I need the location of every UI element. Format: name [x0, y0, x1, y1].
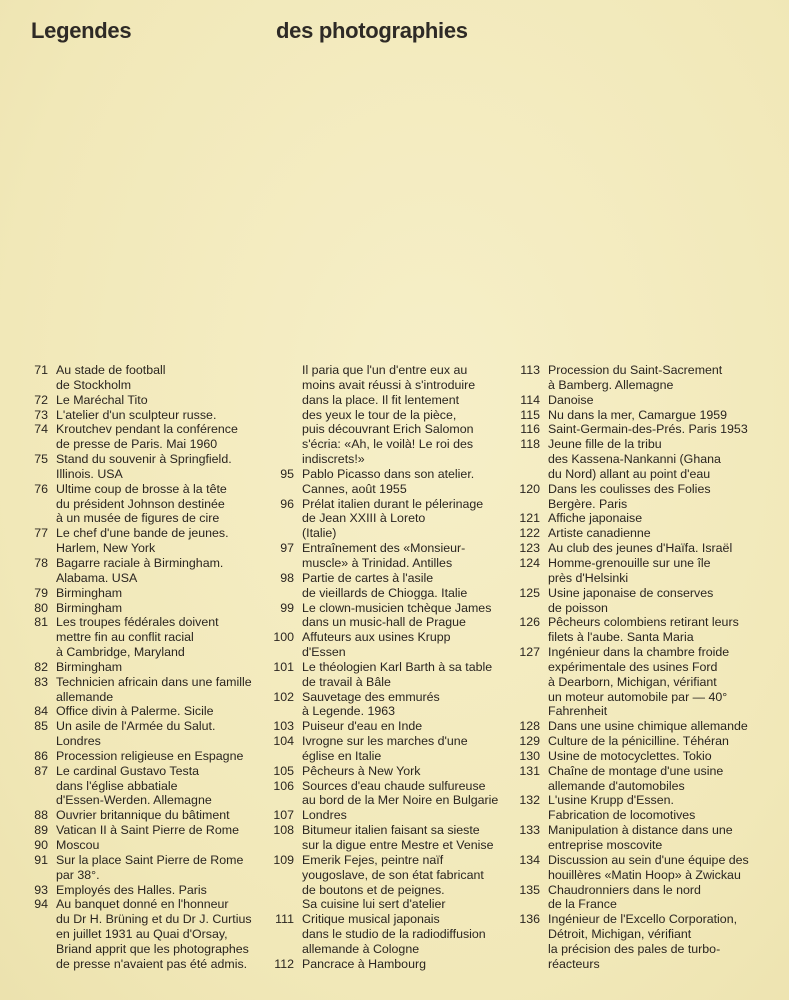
caption-text: Manipulation à distance dans une entreprise moscovite — [548, 823, 733, 852]
caption-entry — [25, 615, 270, 660]
caption-text: Au stade de football de Stockholm — [56, 363, 166, 392]
caption-text: Office divin à Palerme. Sicile — [56, 704, 214, 719]
caption-entry — [511, 482, 781, 512]
caption-number: 82 — [34, 659, 48, 674]
caption-text: L'usine Krupp d'Essen. Fabrication de locomotives — [548, 793, 696, 823]
caption-entry — [511, 883, 781, 913]
caption-number: 116 — [520, 422, 540, 437]
caption-text: Procession du Saint-Sacrement à Bamberg. Allemagne — [548, 363, 723, 392]
caption-number: 109 — [273, 852, 294, 867]
caption-text: Au banquet donné en l'honneur du Dr H. Brüning et du Dr J. Curtius en juillet 1931 au Quai d'Orsay, Briand apprit que les photographes de presse n'avaient pas été admis. — [56, 897, 252, 971]
caption-text: Moscou — [56, 838, 100, 852]
caption-number: 77 — [34, 526, 48, 541]
caption-entry — [25, 660, 270, 675]
caption-text: Pêcheurs colombiens retirant leurs filets à l'aube. Santa Maria — [548, 615, 739, 645]
caption-number: 78 — [34, 555, 48, 570]
caption-number: 136 — [519, 912, 540, 927]
caption-entry — [270, 912, 510, 957]
caption-text: Pêcheurs à New York — [302, 763, 421, 778]
caption-entry — [270, 957, 510, 972]
caption-entry — [511, 734, 781, 749]
caption-entry — [270, 734, 510, 764]
caption-text: Procession religieuse en Espagne — [56, 748, 244, 763]
caption-number: 133 — [519, 823, 540, 838]
caption-text: Critique musical japonais dans le studio de la radiodiffusion allemande à Cologne — [302, 912, 486, 956]
caption-entry — [25, 408, 270, 423]
caption-text: Culture de la pénicilline. Téhéran — [548, 734, 729, 749]
caption-text: Londres — [302, 808, 347, 823]
caption-text: Les troupes fédérales doivent mettre fin au conflit racial à Cambridge, Maryland — [56, 615, 219, 660]
caption-number: 86 — [34, 748, 48, 763]
caption-entry — [511, 408, 781, 423]
caption-text: Homme-grenouille sur une île près d'Helsinki — [548, 555, 711, 585]
caption-text: Saint-Germain-des-Prés. Paris 1953 — [548, 422, 748, 437]
caption-entry — [270, 541, 510, 571]
caption-number: 94 — [34, 897, 48, 912]
caption-text: Ingénieur dans la chambre froide expérimentale des usines Ford à Dearborn, Michigan, vérifiant un moteur automobile par — 40° Fahrenheit — [548, 645, 730, 719]
caption-text: Employés des Halles. Paris — [56, 882, 207, 897]
caption-text: Pancrace à Hambourg — [302, 956, 426, 971]
caption-text: Artiste canadienne — [548, 526, 651, 541]
caption-number: 112 — [274, 956, 294, 971]
caption-text: Usine japonaise de conserves de poisson — [548, 585, 714, 615]
caption-entry — [25, 452, 270, 482]
caption-text: Technicien africain dans une famille allemande — [56, 674, 252, 704]
caption-number: 126 — [519, 615, 540, 630]
caption-entry — [270, 764, 510, 779]
caption-entry — [270, 363, 510, 467]
caption-text: Le clown-musicien tchèque James dans un music-hall de Prague — [302, 600, 492, 630]
caption-number: 97 — [280, 541, 294, 556]
caption-number: 95 — [280, 466, 294, 481]
caption-number: 72 — [34, 392, 48, 407]
caption-entry — [25, 853, 270, 883]
caption-number: 81 — [34, 615, 48, 630]
caption-text: Ingénieur de l'Excello Corporation, Détroit, Michigan, vérifiant la précision des pales de turbo- réacteurs — [548, 912, 738, 971]
caption-number: 129 — [519, 734, 540, 749]
caption-text: Chaîne de montage d'une usine allemande d'automobiles — [548, 763, 724, 793]
caption-text: Danoise — [548, 392, 594, 407]
caption-text: Partie de cartes à l'asile de vieillards de Chiogga. Italie — [302, 570, 468, 600]
caption-text: Nu dans la mer, Camargue 1959 — [548, 407, 728, 422]
caption-entry — [511, 541, 781, 556]
caption-number: 103 — [273, 719, 294, 734]
caption-entry — [25, 838, 270, 853]
caption-entry — [511, 437, 781, 482]
caption-entry — [270, 808, 510, 823]
caption-text: Bitumeur italien faisant sa sieste sur la digue entre Mestre et Venise — [302, 823, 494, 852]
caption-entry — [25, 363, 270, 393]
caption-number: 125 — [519, 585, 540, 600]
caption-text: Entraînement des «Monsieur- muscle» à Trinidad. Antilles — [302, 541, 466, 570]
caption-text: Sur la place Saint Pierre de Rome par 38°. — [56, 852, 244, 882]
caption-entry — [270, 601, 510, 631]
caption-entry — [511, 764, 781, 794]
caption-number: 85 — [34, 719, 48, 734]
caption-text: Birmingham — [56, 585, 123, 600]
caption-entry — [25, 675, 270, 705]
caption-number: 113 — [520, 363, 540, 377]
caption-number: 71 — [34, 363, 48, 377]
caption-entry — [511, 422, 781, 437]
caption-text: Le cardinal Gustavo Testa dans l'église abbatiale d'Essen-Werden. Allemagne — [56, 763, 212, 808]
caption-entry — [511, 556, 781, 586]
caption-entry — [270, 823, 510, 853]
caption-number: 130 — [519, 748, 540, 763]
caption-text: L'atelier d'un sculpteur russe. — [56, 407, 217, 422]
caption-text: Birmingham — [56, 600, 123, 615]
caption-text: Stand du souvenir à Springfield. Illinois. USA — [56, 452, 232, 481]
caption-entry — [25, 719, 270, 749]
caption-number: 83 — [34, 674, 48, 689]
caption-entry — [511, 393, 781, 408]
caption-text: Ivrogne sur les marches d'une église en Italie — [302, 734, 468, 763]
caption-text: Bagarre raciale à Birmingham. Alabama. USA — [56, 555, 224, 585]
caption-number: 75 — [34, 452, 48, 467]
caption-number: 87 — [34, 763, 48, 778]
caption-text: Vatican II à Saint Pierre de Rome — [56, 823, 239, 838]
caption-text: Birmingham — [56, 659, 123, 674]
caption-entry — [25, 422, 270, 452]
caption-entry — [511, 823, 781, 853]
caption-text: Chaudronniers dans le nord de la France — [548, 882, 701, 912]
caption-number: 132 — [519, 793, 540, 808]
caption-number: 93 — [34, 882, 48, 897]
caption-text: Le Maréchal Tito — [56, 392, 148, 407]
caption-number: 135 — [519, 882, 540, 897]
caption-text: Affuteurs aux usines Krupp d'Essen — [302, 630, 451, 660]
caption-text: Le chef d'une bande de jeunes. Harlem, New York — [56, 526, 229, 556]
caption-number: 131 — [519, 763, 540, 778]
caption-entry — [270, 571, 510, 601]
caption-entry — [25, 482, 270, 527]
caption-text: Kroutchev pendant la conférence de presse de Paris. Mai 1960 — [56, 422, 238, 452]
caption-entry — [25, 897, 270, 971]
caption-number: 114 — [520, 392, 540, 407]
caption-text: Jeune fille de la tribu des Kassena-Nankanni (Ghana du Nord) allant au point d'eau — [548, 437, 721, 481]
caption-text: Dans une usine chimique allemande — [548, 719, 748, 734]
caption-number: 89 — [34, 823, 48, 838]
caption-number: 100 — [273, 630, 294, 645]
caption-number: 99 — [280, 600, 294, 615]
caption-text: Ultime coup de brosse à la tête du président Johnson destinée à un musée de figures de cire — [56, 481, 227, 526]
caption-number: 122 — [519, 526, 540, 541]
caption-number: 73 — [34, 407, 48, 422]
caption-entry — [25, 883, 270, 898]
caption-number: 88 — [34, 808, 48, 823]
caption-column-2 — [270, 363, 510, 972]
caption-entry — [511, 853, 781, 883]
caption-number: 84 — [34, 704, 48, 719]
caption-entry — [270, 467, 510, 497]
caption-entry — [25, 764, 270, 809]
caption-entry — [270, 660, 510, 690]
caption-text: Prélat italien durant le pélerinage de Jean XXIII à Loreto (Italie) — [302, 496, 484, 541]
caption-entry — [25, 556, 270, 586]
caption-entry — [511, 615, 781, 645]
caption-entry — [25, 601, 270, 616]
caption-entry — [25, 749, 270, 764]
caption-entry — [25, 808, 270, 823]
caption-number: 120 — [519, 481, 540, 496]
caption-entry — [270, 497, 510, 542]
caption-entry — [511, 511, 781, 526]
caption-entry — [270, 630, 510, 660]
caption-text: Sources d'eau chaude sulfureuse au bord de la Mer Noire en Bulgarie — [302, 778, 499, 808]
caption-entry — [511, 363, 781, 393]
caption-number: 128 — [519, 719, 540, 734]
caption-entry — [511, 912, 781, 971]
caption-entry — [25, 393, 270, 408]
caption-entry — [25, 526, 270, 556]
caption-entry — [25, 823, 270, 838]
caption-number: 105 — [273, 763, 294, 778]
caption-number: 98 — [280, 570, 294, 585]
caption-entry — [25, 704, 270, 719]
caption-text: Sauvetage des emmurés à Legende. 1963 — [302, 689, 440, 719]
caption-number: 96 — [280, 496, 294, 511]
caption-entry — [511, 645, 781, 719]
caption-entry — [511, 793, 781, 823]
caption-text: Au club des jeunes d'Haïfa. Israël — [548, 541, 733, 556]
caption-number: 111 — [275, 912, 294, 927]
caption-entry — [511, 719, 781, 734]
caption-number: 121 — [519, 511, 540, 526]
caption-number: 124 — [519, 555, 540, 570]
caption-text: Usine de motocyclettes. Tokio — [548, 748, 712, 763]
caption-number: 74 — [34, 422, 48, 437]
caption-number: 90 — [34, 838, 48, 852]
caption-entry — [270, 779, 510, 809]
caption-column-3 — [511, 363, 781, 972]
caption-text: Il paria que l'un d'entre eux au moins avait réussi à s'introduire dans la place. Il fit lentement des yeux le tour de la pièce, puis découvrant Erich Salomon s'écria: «Ah, le voilà! Le roi des indiscrets!» — [302, 363, 476, 467]
caption-column-1 — [25, 363, 270, 972]
page-title-left: Legendes — [31, 18, 132, 43]
caption-number: 108 — [273, 823, 294, 838]
caption-number: 107 — [273, 808, 294, 823]
caption-text: Ouvrier britannique du bâtiment — [56, 808, 230, 823]
caption-number: 79 — [34, 585, 48, 600]
caption-number: 104 — [273, 734, 294, 749]
caption-text: Emerik Fejes, peintre naïf yougoslave, de son état fabricant de boutons et de peignes. Sa cuisine lui sert d'atelier — [302, 852, 484, 912]
caption-entry — [270, 690, 510, 720]
caption-number: 115 — [520, 407, 540, 422]
caption-number: 76 — [34, 481, 48, 496]
caption-number: 123 — [519, 541, 540, 556]
caption-number: 102 — [273, 689, 294, 704]
caption-entry — [511, 526, 781, 541]
caption-text: Dans les coulisses des Folies Bergère. Paris — [548, 481, 711, 511]
caption-entry — [270, 853, 510, 912]
caption-number: 91 — [34, 852, 48, 867]
caption-number: 106 — [273, 778, 294, 793]
caption-number: 80 — [34, 600, 48, 615]
caption-entry — [270, 719, 510, 734]
caption-text: Pablo Picasso dans son atelier. Cannes, août 1955 — [302, 466, 475, 496]
caption-number: 134 — [519, 852, 540, 867]
caption-number: 118 — [520, 437, 540, 452]
caption-entry — [511, 586, 781, 616]
caption-number: 101 — [273, 659, 294, 674]
caption-text: Puiseur d'eau en Inde — [302, 719, 423, 734]
caption-text: Discussion au sein d'une équipe des houillères «Matin Hoop» à Zwickau — [548, 852, 749, 882]
caption-entry — [25, 586, 270, 601]
caption-text: Affiche japonaise — [548, 511, 643, 526]
caption-entry — [511, 749, 781, 764]
caption-number: 127 — [519, 645, 540, 660]
page-title-right: des photographies — [276, 18, 468, 43]
caption-text: Un asile de l'Armée du Salut. Londres — [56, 719, 216, 749]
caption-text: Le théologien Karl Barth à sa table de travail à Bâle — [302, 659, 493, 689]
